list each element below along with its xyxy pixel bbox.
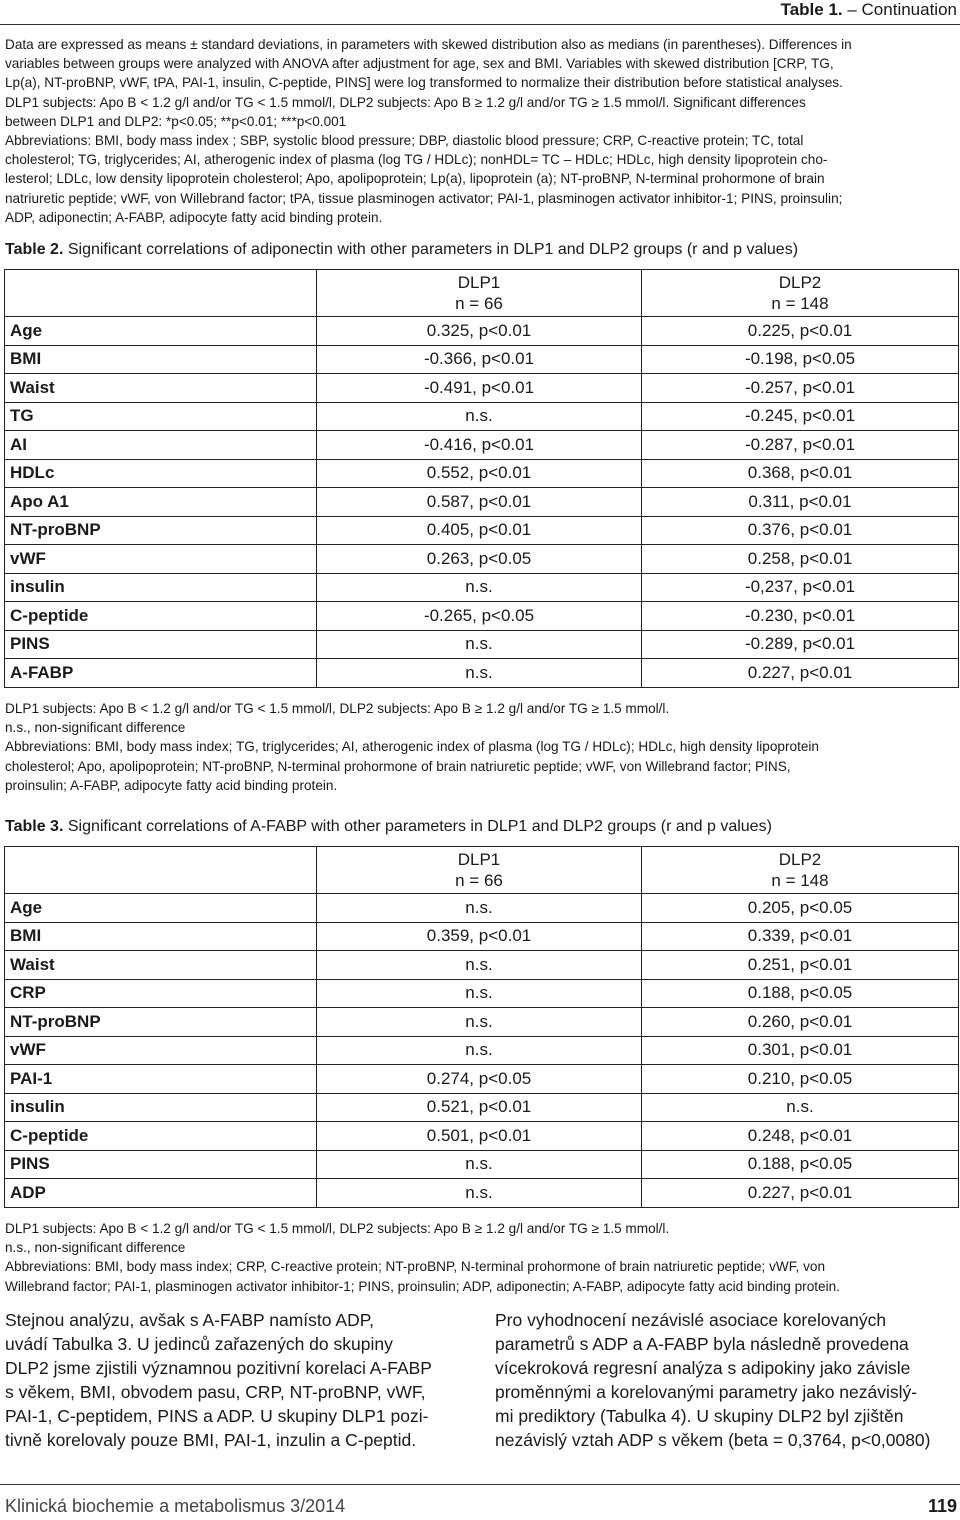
table3-row: [5, 1122, 959, 1151]
table2-note-line: Abbreviations: BMI, body mass index; TG, triglycerides; AI, atherogenic index of plasma (log TG / HDLc); HDLc, high density lipoprotein: [5, 739, 819, 755]
table3-row: [5, 1179, 959, 1208]
header-continuation: Continuation: [861, 0, 957, 19]
table3-dlp2-cell: 0.188, p<0.05: [642, 1150, 959, 1179]
body-text-line: parametrů s ADP a A-FABP byla následně provedena: [495, 1334, 909, 1354]
table2-dlp2-cell: 0.376, p<0.01: [642, 516, 959, 545]
body-text-line: mi prediktory (Tabulka 4). U skupiny DLP2 byl zjištěn: [495, 1406, 904, 1426]
table2-dlp2-cell: 0.258, p<0.01: [642, 545, 959, 574]
table2-row: [5, 345, 959, 374]
table2-notes: [5, 699, 960, 795]
running-header: [781, 0, 957, 20]
body-text-right-column: [495, 1308, 957, 1452]
body-text-line: vícekroková regresní analýza s adipokiny jako závisle: [495, 1358, 911, 1378]
table2-dlp1-cell: 0.325, p<0.01: [317, 317, 642, 346]
table3-header-dlp2: DLP2 n = 148: [642, 847, 959, 894]
table3-dlp2-cell: 0.251, p<0.01: [642, 951, 959, 980]
table2-parameter-cell: AI: [5, 431, 317, 460]
body-text-left-column: [5, 1308, 465, 1452]
table3-parameter-cell: BMI: [5, 922, 317, 951]
table2-dlp1-cell: -0.265, p<0.05: [317, 602, 642, 631]
table2-row: [5, 516, 959, 545]
table3-dlp1-cell: n.s.: [317, 1179, 642, 1208]
table2-row: [5, 317, 959, 346]
table2-parameter-cell: Waist: [5, 374, 317, 403]
table3-dlp1-cell: n.s.: [317, 894, 642, 923]
table2-header-row: [5, 270, 959, 317]
table3-dlp2-cell: 0.205, p<0.05: [642, 894, 959, 923]
table2-parameter-cell: vWF: [5, 545, 317, 574]
table3-parameter-cell: Age: [5, 894, 317, 923]
table3-row: [5, 1150, 959, 1179]
table1-notes: [5, 35, 960, 227]
table3-row: [5, 951, 959, 980]
table2-dlp1-cell: -0.416, p<0.01: [317, 431, 642, 460]
table1-note-line: Data are expressed as means ± standard deviations, in parameters with skewed distribution also as medians (in parentheses). Differences in: [5, 37, 852, 52]
body-text-line: Pro vyhodnocení nezávislé asociace korelovaných: [495, 1310, 887, 1330]
table1-note-line: ADP, adiponectin; A-FABP, adipocyte fatty acid binding protein.: [5, 209, 383, 225]
table3-parameter-cell: CRP: [5, 979, 317, 1008]
table3-dlp1-cell: n.s.: [317, 1008, 642, 1037]
table2-parameter-cell: TG: [5, 402, 317, 431]
table2-dlp1-cell: n.s.: [317, 573, 642, 602]
table2-dlp1-cell: 0.552, p<0.01: [317, 459, 642, 488]
table2-dlp2-cell: 0.227, p<0.01: [642, 659, 959, 688]
table2-row: [5, 459, 959, 488]
table3-row: [5, 894, 959, 923]
table1-note-line: variables between groups were analyzed with ANOVA after adjustment for age, sex and BMI. Variables with skewed distribution [CRP, TG,: [5, 56, 834, 72]
table2-row: [5, 630, 959, 659]
table2-dlp2-cell: -0.245, p<0.01: [642, 402, 959, 431]
table2-dlp1-cell: n.s.: [317, 630, 642, 659]
table2-caption-text: Significant correlations of adiponectin with other parameters in DLP1 and DLP2 groups (r and p values): [63, 241, 799, 258]
table3-row: [5, 1036, 959, 1065]
table2-header-blank: [5, 270, 317, 317]
header-table-label: Table 1.: [780, 0, 843, 19]
table2-header-dlp1: DLP1 n = 66: [317, 270, 642, 317]
table3-caption: [5, 817, 772, 837]
table1-note-line: natriuretic peptide; vWF, von Willebrand factor; tPA, tissue plasminogen activator; PAI-1, plasminogen activator inhibitor-1; PINS, proinsulin;: [5, 190, 843, 206]
table3-header-row: [5, 847, 959, 894]
table2-row: [5, 602, 959, 631]
table3-dlp1-cell: 0.359, p<0.01: [317, 922, 642, 951]
table3-header-dlp1: DLP1 n = 66: [317, 847, 642, 894]
table2-row: [5, 659, 959, 688]
table3-parameter-cell: NT-proBNP: [5, 1008, 317, 1037]
table1-note-line: Abbreviations: BMI, body mass index ; SBP, systolic blood pressure; DBP, diastolic blood pressure; CRP, C-reactive protein; TC, total: [5, 133, 804, 149]
table3-dlp1-cell: 0.501, p<0.01: [317, 1122, 642, 1151]
table2-row: [5, 402, 959, 431]
body-text-line: s věkem, BMI, obvodem pasu, CRP, NT-proBNP, vWF,: [5, 1382, 426, 1402]
table2-dlp2-cell: 0.225, p<0.01: [642, 317, 959, 346]
table3-dlp1-cell: n.s.: [317, 951, 642, 980]
footer-journal: Klinická biochemie a metabolismus 3/2014: [5, 1496, 346, 1516]
table3-notes: [5, 1219, 960, 1296]
table2-parameter-cell: HDLc: [5, 459, 317, 488]
body-text-line: tivně korelovaly pouze BMI, PAI-1, inzulin a C-peptid.: [5, 1430, 417, 1450]
table3-dlp2-cell: 0.301, p<0.01: [642, 1036, 959, 1065]
table3-row: [5, 1065, 959, 1094]
table3-note-line: Abbreviations: BMI, body mass index; CRP, C-reactive protein; NT-proBNP, N-terminal prohormone of brain natriuretic peptide; vWF, von: [5, 1259, 826, 1275]
table2-row: [5, 573, 959, 602]
table3-header-blank: [5, 847, 317, 894]
table3-row: [5, 922, 959, 951]
header-rule: [0, 24, 960, 25]
table2-header-dlp2: DLP2 n = 148: [642, 270, 959, 317]
table3-parameter-cell: ADP: [5, 1179, 317, 1208]
table2-note-line: proinsulin; A-FABP, adipocyte fatty acid binding protein.: [5, 777, 338, 793]
table2-dlp2-cell: -0.198, p<0.05: [642, 345, 959, 374]
table2-parameter-cell: PINS: [5, 630, 317, 659]
table2-dlp1-cell: 0.405, p<0.01: [317, 516, 642, 545]
footer-rule: [0, 1484, 960, 1485]
table2-label: Table 2.: [5, 241, 64, 258]
table3-dlp2-cell: 0.210, p<0.05: [642, 1065, 959, 1094]
table3-parameter-cell: vWF: [5, 1036, 317, 1065]
table3-dlp2-cell: 0.260, p<0.01: [642, 1008, 959, 1037]
table2-dlp2-cell: -0.287, p<0.01: [642, 431, 959, 460]
table2-dlp2-cell: -0,237, p<0.01: [642, 573, 959, 602]
table2-dlp1-cell: -0.366, p<0.01: [317, 345, 642, 374]
table2: [4, 269, 959, 688]
table1-note-line: between DLP1 and DLP2: *p<0.05; **p<0.01; ***p<0.001: [5, 113, 347, 129]
body-text-line: PAI-1, C-peptidem, PINS a ADP. U skupiny DLP1 pozi-: [5, 1406, 429, 1426]
table2-note-line: n.s., non-significant difference: [5, 720, 186, 736]
body-text-line: uvádí Tabulka 3. U jedinců zařazených do skupiny: [5, 1334, 393, 1354]
table1-note-line: Lp(a), NT-proBNP, vWF, tPA, PAI-1, insulin, C-peptide, PINS] were log transformed to normalize their distribution before statistical analyses.: [5, 75, 843, 91]
table2-row: [5, 431, 959, 460]
table2-note-line: cholesterol; Apo, apolipoprotein; NT-proBNP, N-terminal prohormone of brain natriuretic peptide; vWF, von Willebrand factor; PINS,: [5, 758, 791, 774]
table3-dlp1-cell: n.s.: [317, 1150, 642, 1179]
table2-row: [5, 488, 959, 517]
table3-dlp2-cell: 0.248, p<0.01: [642, 1122, 959, 1151]
table2-dlp1-cell: n.s.: [317, 402, 642, 431]
table2-dlp1-cell: 0.587, p<0.01: [317, 488, 642, 517]
table3-dlp1-cell: 0.274, p<0.05: [317, 1065, 642, 1094]
footer-page-number: 119: [927, 1496, 957, 1516]
table3-dlp1-cell: n.s.: [317, 1036, 642, 1065]
table3-dlp2-cell: 0.339, p<0.01: [642, 922, 959, 951]
table3-dlp2-cell: n.s.: [642, 1093, 959, 1122]
table3-dlp2-cell: 0.188, p<0.05: [642, 979, 959, 1008]
body-text-line: Stejnou analýzu, avšak s A-FABP namísto ADP,: [5, 1310, 375, 1330]
header-dash: –: [842, 0, 862, 19]
table3-row: [5, 1008, 959, 1037]
table2-dlp2-cell: -0.289, p<0.01: [642, 630, 959, 659]
table3: [4, 846, 959, 1208]
table3-parameter-cell: insulin: [5, 1093, 317, 1122]
table2-parameter-cell: BMI: [5, 345, 317, 374]
table3-dlp2-cell: 0.227, p<0.01: [642, 1179, 959, 1208]
table3-dlp1-cell: 0.521, p<0.01: [317, 1093, 642, 1122]
table3-note-line: n.s., non-significant difference: [5, 1240, 186, 1256]
table2-row: [5, 374, 959, 403]
table1-note-line: lesterol; LDLc, low density lipoprotein cholesterol; Apo, apolipoprotein; Lp(a), lipoprotein (a); NT-proBNP, N-terminal prohormone of brain: [5, 171, 825, 187]
table2-parameter-cell: Age: [5, 317, 317, 346]
table3-parameter-cell: C-peptide: [5, 1122, 317, 1151]
table2-parameter-cell: Apo A1: [5, 488, 317, 517]
table3-parameter-cell: Waist: [5, 951, 317, 980]
table2-parameter-cell: NT-proBNP: [5, 516, 317, 545]
table3-note-line: DLP1 subjects: Apo B < 1.2 g/l and/or TG < 1.5 mmol/l, DLP2 subjects: Apo B ≥ 1.2 g/l and/or TG ≥ 1.5 mmol/l.: [5, 1221, 670, 1236]
table2-dlp2-cell: -0.257, p<0.01: [642, 374, 959, 403]
table3-note-line: Willebrand factor; PAI-1, plasminogen activator inhibitor-1; PINS, proinsulin; ADP, adiponectin; A-FABP, adipocyte fatty acid binding protein.: [5, 1278, 840, 1294]
table3-row: [5, 1093, 959, 1122]
table2-parameter-cell: A-FABP: [5, 659, 317, 688]
body-text-line: DLP2 jsme zjistili významnou pozitivní korelaci A-FABP: [5, 1358, 432, 1378]
table3-label: Table 3.: [5, 818, 64, 835]
table2-parameter-cell: insulin: [5, 573, 317, 602]
table2-caption: [5, 240, 798, 260]
table2-dlp2-cell: 0.311, p<0.01: [642, 488, 959, 517]
body-text-line: proměnnými a korelovanými parametry jako nezávislý-: [495, 1382, 918, 1402]
table3-parameter-cell: PAI-1: [5, 1065, 317, 1094]
table2-dlp1-cell: 0.263, p<0.05: [317, 545, 642, 574]
table1-note-line: DLP1 subjects: Apo B < 1.2 g/l and/or TG < 1.5 mmol/l, DLP2 subjects: Apo B ≥ 1.2 g/l and/or TG ≥ 1.5 mmol/l. Significant differences: [5, 94, 806, 110]
table2-dlp2-cell: 0.368, p<0.01: [642, 459, 959, 488]
table3-caption-text: Significant correlations of A-FABP with other parameters in DLP1 and DLP2 groups (r and p values): [63, 818, 772, 835]
body-text-line: nezávislý vztah ADP s věkem (beta = 0,3764, p<0,0080): [495, 1430, 931, 1450]
table2-note-line: DLP1 subjects: Apo B < 1.2 g/l and/or TG < 1.5 mmol/l, DLP2 subjects: Apo B ≥ 1.2 g/l and/or TG ≥ 1.5 mmol/l.: [5, 701, 670, 716]
table3-parameter-cell: PINS: [5, 1150, 317, 1179]
table2-dlp2-cell: -0.230, p<0.01: [642, 602, 959, 631]
table2-dlp1-cell: n.s.: [317, 659, 642, 688]
table3-dlp1-cell: n.s.: [317, 979, 642, 1008]
table1-note-line: cholesterol; TG, triglycerides; AI, atherogenic index of plasma (log TG / HDLc); nonHDL= TC – HDLc; HDLc, high density lipoprotein cho-: [5, 152, 828, 168]
table2-dlp1-cell: -0.491, p<0.01: [317, 374, 642, 403]
table3-row: [5, 979, 959, 1008]
table2-parameter-cell: C-peptide: [5, 602, 317, 631]
table2-row: [5, 545, 959, 574]
